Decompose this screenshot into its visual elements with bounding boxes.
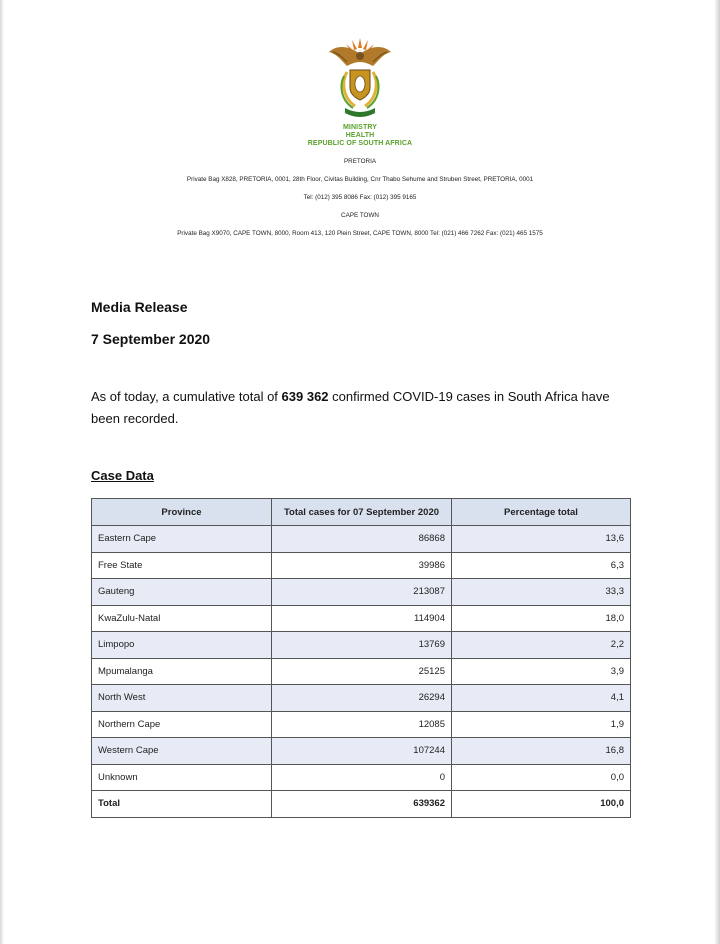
total-label-cell: Total: [92, 791, 272, 818]
cases-cell: 12085: [272, 711, 452, 738]
ministry-line-3: REPUBLIC OF SOUTH AFRICA: [307, 140, 413, 147]
percentage-cell: 6,3: [452, 552, 631, 579]
percentage-cell: 3,9: [452, 658, 631, 685]
percentage-cell: 1,9: [452, 711, 631, 738]
table-row: [92, 738, 631, 765]
table-row: [92, 685, 631, 712]
release-date: 7 September 2020: [91, 331, 211, 347]
province-cell: Western Cape: [92, 738, 272, 765]
province-cell: Limpopo: [92, 632, 272, 659]
letterhead: [0, 36, 720, 237]
province-cell: North West: [92, 685, 272, 712]
ministry-line-2: HEALTH: [345, 132, 375, 139]
cases-cell: 213087: [272, 579, 452, 606]
province-cell: Eastern Cape: [92, 526, 272, 553]
percentage-cell: 16,8: [452, 738, 631, 765]
table-row: [92, 579, 631, 606]
table-row: [92, 658, 631, 685]
pretoria-label: PRETORIA: [343, 158, 377, 165]
table-row: [92, 711, 631, 738]
percentage-cell: 13,6: [452, 526, 631, 553]
table-row: [92, 552, 631, 579]
cases-cell: 25125: [272, 658, 452, 685]
province-cell: KwaZulu-Natal: [92, 605, 272, 632]
ministry-name: [0, 124, 720, 148]
case-data-table: [91, 498, 631, 818]
percentage-cell: 2,2: [452, 632, 631, 659]
percentage-cell: 33,3: [452, 579, 631, 606]
province-cell: Gauteng: [92, 579, 272, 606]
pretoria-address: Private Bag X828, PRETORIA, 0001, 28th Floor, Civitas Building, Cnr Thabo Sehume and Struben Street, PRETORIA, 0001: [186, 176, 534, 183]
paragraph-text-start: As of today, a cumulative total of: [91, 389, 282, 404]
table-total-row: [92, 791, 631, 818]
media-release-title: Media Release: [91, 299, 188, 315]
cases-cell: 13769: [272, 632, 452, 659]
total-cases-cell: 639362: [272, 791, 452, 818]
cases-cell: 39986: [272, 552, 452, 579]
percentage-cell: 18,0: [452, 605, 631, 632]
paragraph-text-end: confirmed COVID-19 cases in South Africa have been recorded.: [91, 389, 610, 426]
table-row: [92, 605, 631, 632]
total-percentage-cell: 100,0: [452, 791, 631, 818]
cases-cell: 0: [272, 764, 452, 791]
header-total-cases: Total cases for 07 September 2020: [272, 499, 452, 526]
percentage-cell: 4,1: [452, 685, 631, 712]
cases-cell: 107244: [272, 738, 452, 765]
coat-of-arms-icon: [325, 36, 395, 122]
cases-cell: 86868: [272, 526, 452, 553]
cases-cell: 26294: [272, 685, 452, 712]
table-row: [92, 632, 631, 659]
header-percentage: Percentage total: [452, 499, 631, 526]
release-paragraph: [91, 386, 631, 430]
province-cell: Free State: [92, 552, 272, 579]
province-cell: Mpumalanga: [92, 658, 272, 685]
table-header-row: [92, 499, 631, 526]
case-data-title: Case Data: [91, 468, 154, 483]
ministry-line-1: MINISTRY: [343, 124, 377, 131]
capetown-address: Private Bag X9070, CAPE TOWN, 8000, Room 413, 120 Plein Street, CAPE TOWN, 8000 Tel: (021) 466 7262 Fax: (021) 465 1575: [177, 230, 543, 237]
pretoria-tel: Tel: (012) 395 8086 Fax: (012) 395 9165: [303, 194, 417, 201]
cases-cell: 114904: [272, 605, 452, 632]
header-province: Province: [92, 499, 272, 526]
percentage-cell: 0,0: [452, 764, 631, 791]
province-cell: Unknown: [92, 764, 272, 791]
table-row: [92, 764, 631, 791]
table-row: [92, 526, 631, 553]
paragraph-total-cases: 639 362: [281, 389, 329, 404]
province-cell: Northern Cape: [92, 711, 272, 738]
capetown-label: CAPE TOWN: [341, 212, 379, 219]
